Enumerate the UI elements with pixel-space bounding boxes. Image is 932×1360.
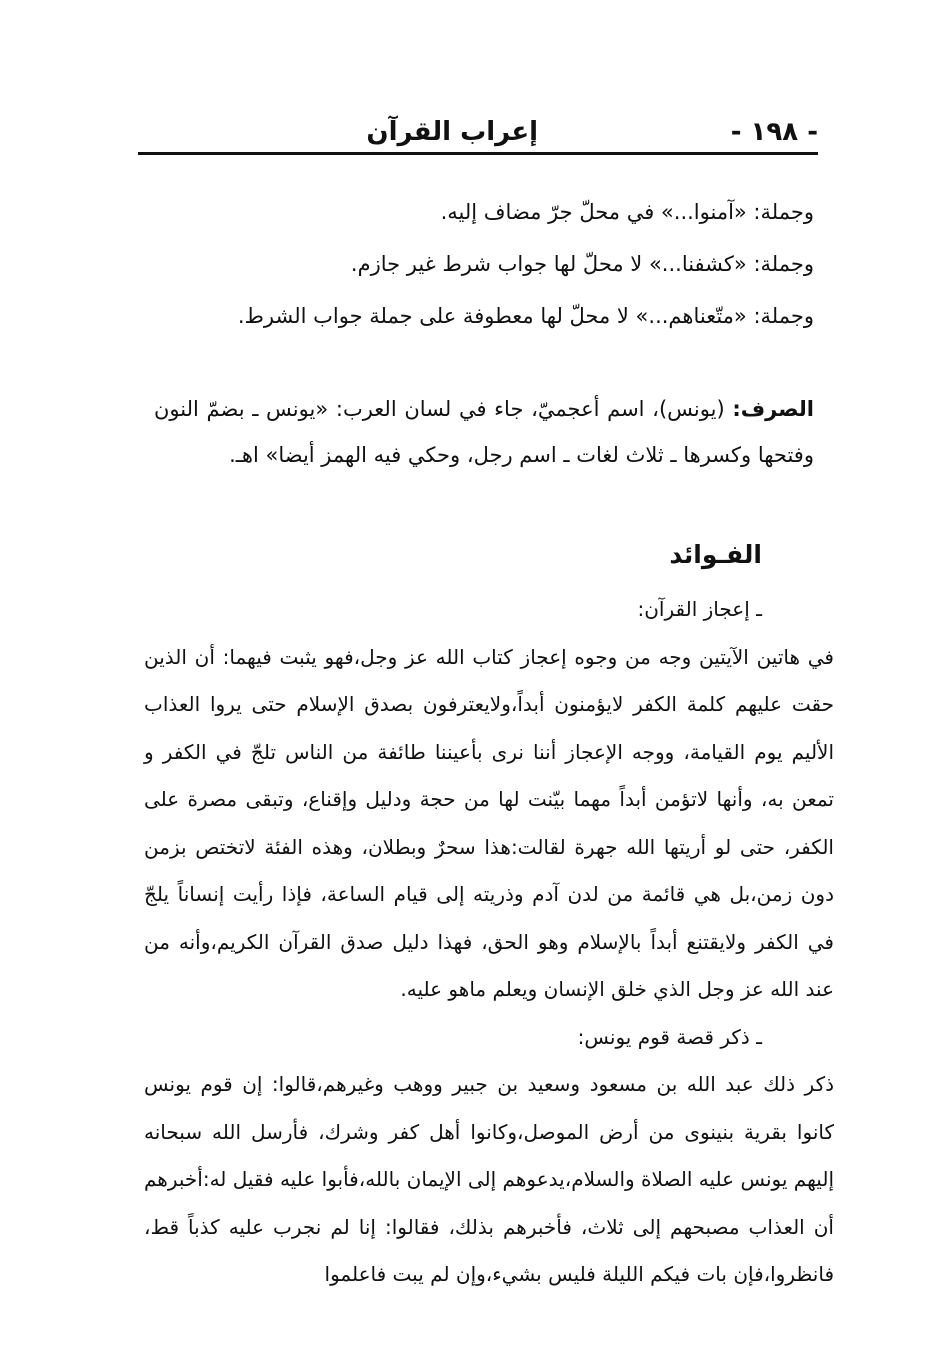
fawaid-point-2-title: ـ ذكر قصة قوم يونس: [577, 1024, 762, 1049]
fawaid-point-1-text: في هاتين الآيتين وجه من وجوه إعجاز كتاب الله عز وجل،فهو يثبت فيهما: أن الذين حقت عليهم كلمة الكفر لايؤمنون أبداً،ولايعترفون بصدق الإسلام حتى يروا العذاب الأليم يوم القيامة، ووجه الإعجاز أننا نرى بأعيننا طائفة من الناس تلجّ في الكفر و تمعن به، وأنها لاتؤمن أبداً مهما بيّنت لها من حجة ودليل وإقناع، وتبقى مصرة على الكفر، حتى لو أريتها الله جهرة لقالت:هذا سحرٌ وبطلان، وهذه الفئة لاتختص بزمن دون زمن،بل هي قائمة من لدن آدم وذريته إلى قيام الساعة، فإذا رأيت إنساناً يلجّ في الكفر ولايقتنع أبداً بالإسلام وهو الحق، فهذا دليل صدق القرآن الكريم،وأنه من عند الله عز وجل الذي خلق الإنسان ويعلم ماهو عليه. [144, 644, 834, 1001]
header-divider [138, 152, 818, 155]
page-number: - ١٩٨ - [730, 117, 818, 147]
running-title: إعراب القرآن [366, 117, 538, 147]
grammar-note-3: وجملة: «متّعناهم...» لا محلّ لها معطوفة على جملة جواب الشرط. [237, 304, 814, 328]
grammar-notes [152, 186, 814, 342]
grammar-note-2: وجملة: «كشفنا...» لا محلّ لها جواب شرط غير جازم. [350, 252, 814, 276]
grammar-note-1: وجملة: «آمنوا...» في محلّ جرّ مضاف إليه. [440, 200, 814, 224]
sarf-paragraph [154, 386, 814, 478]
page-header [138, 112, 818, 152]
sarf-text: (يونس)، اسم أعجميّ، جاء في لسان العرب: «يونس ـ بضمّ النون وفتحها وكسرها ـ ثلاث لغات ـ اسم رجل، وحكي فيه الهمز أيضا» اهـ. [154, 397, 814, 467]
fawaid-section [144, 586, 834, 1299]
fawaid-point-1-title: ـ إعجاز القرآن: [637, 597, 762, 621]
fawaid-heading: الفـوائد [669, 540, 762, 569]
sarf-section [154, 386, 814, 478]
sarf-label: الصرف: [732, 397, 814, 421]
fawaid-point-2-text: ذكر ذلك عبد الله بن مسعود وسعيد بن جبير ووهب وغيرهم،قالوا: إن قوم يونس كانوا بقرية بنينوى من أرض الموصل،وكانوا أهل كفر وشرك، فأرسل الله سبحانه إليهم يونس عليه الصلاة والسلام،يدعوهم إلى الإيمان بالله،فأبوا عليه فقيل له:أخبرهم أن العذاب مصبحهم إلى ثلاث، فأخبرهم بذلك، فقالوا: إنا لم نجرب عليه كذباً قط، فانظروا،فإن بات فيكم الليلة فليس بشيء،وإن لم يبت فاعلموا [143, 1072, 834, 1286]
